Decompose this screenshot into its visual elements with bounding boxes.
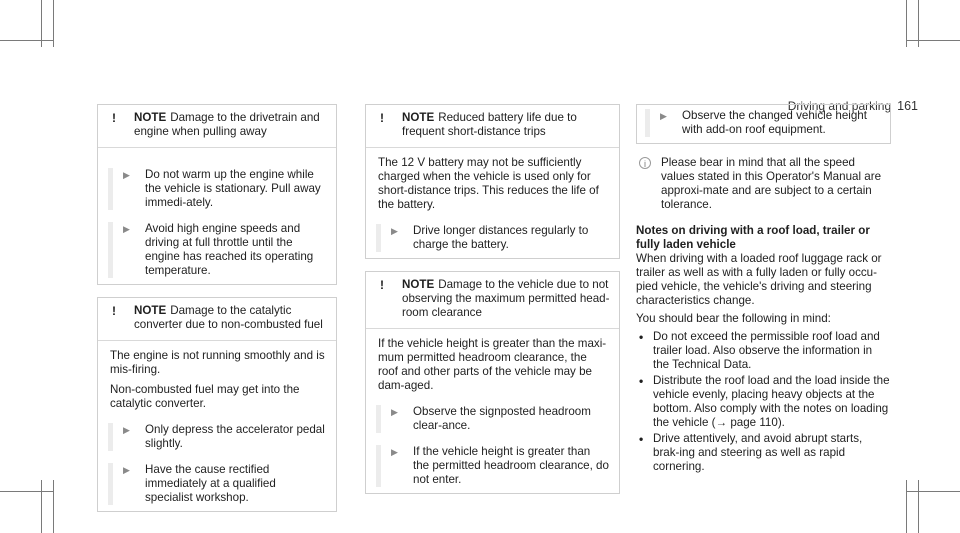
arrow-right-icon: ▶ [391, 226, 398, 236]
action-text: If the vehicle height is greater than the permitted headroom clearance, do not enter. [413, 445, 609, 486]
note-header [366, 272, 619, 329]
warning-icon: ! [380, 278, 384, 292]
crop-mark [41, 480, 42, 533]
info-note [636, 156, 891, 212]
note-body [98, 148, 336, 284]
note-header [366, 105, 619, 148]
note-header [98, 298, 336, 341]
list-item-text: Drive attentively, and avoid abrupt starts, brak-ing and steering as well as rapid cornering. [653, 432, 863, 473]
action-step [108, 423, 326, 451]
action-text: Have the cause rectified immediately at a qualified specialist workshop. [145, 463, 276, 504]
note-paragraph: The 12 V battery may not be sufficiently charged when the vehicle is used only for short-distance trips. This reduces the life of the battery. [378, 156, 599, 211]
list-item [636, 432, 891, 474]
crop-mark [0, 491, 53, 492]
action-text: Avoid high engine speeds and driving at full throttle until the engine has reached its operating temperature. [145, 222, 314, 277]
action-box [636, 104, 891, 144]
section-title: Driving and parking [787, 99, 892, 113]
action-step [108, 463, 326, 505]
note-box [365, 271, 620, 494]
list-item-text: Do not exceed the permissible roof load and trailer load. Also observe the information in the Technical Data. [653, 330, 880, 371]
note-text: Reduced battery life due to frequent short-distance trips [402, 111, 577, 138]
action-step [108, 168, 326, 210]
crop-mark [906, 491, 960, 492]
arrow-right-icon: ▶ [391, 407, 398, 417]
note-body [98, 341, 336, 511]
bullet-icon: • [639, 330, 644, 344]
note-box [97, 104, 337, 285]
section-body [636, 252, 891, 474]
section-heading: Notes on driving with a roof load, trailer or fully laden vehicle [636, 224, 870, 251]
bullet-icon: • [639, 374, 644, 388]
note-paragraph: Non-combusted fuel may get into the catalytic converter. [110, 383, 300, 410]
crop-mark [53, 480, 54, 533]
action-step [376, 445, 609, 487]
action-text: Observe the changed vehicle height with add-on roof equipment. [682, 109, 867, 136]
action-text: Drive longer distances regularly to charge the battery. [413, 224, 589, 251]
list-item-text: Distribute the roof load and the load inside the vehicle evenly, placing heavy objects at the bottom. Also comply with the notes on loading the vehicle (→ page 110). [653, 374, 890, 429]
column-1 [97, 104, 337, 512]
arrow-right-icon: ▶ [123, 170, 130, 180]
column-2 [365, 104, 620, 494]
arrow-right-icon: ▶ [123, 465, 130, 475]
warning-icon: ! [380, 111, 384, 125]
arrow-right-icon: ▶ [391, 447, 398, 457]
crop-mark [906, 40, 960, 41]
arrow-right-icon: ▶ [123, 224, 130, 234]
note-body [366, 148, 619, 258]
warning-icon: ! [112, 111, 116, 125]
list-item [636, 330, 891, 372]
info-icon: i [639, 157, 651, 169]
list-item [636, 374, 891, 430]
note-paragraph: If the vehicle height is greater than the maxi-mum permitted headroom clearance, the roof and other parts of the vehicle may be dam-aged. [378, 337, 607, 392]
action-step [645, 109, 880, 137]
lead-paragraph: You should bear the following in mind: [636, 312, 831, 325]
info-text: Please bear in mind that all the speed values stated in this Operator's Manual are approxi-mate and are subject to a certain tolerance. [661, 156, 882, 211]
action-text: Observe the signposted headroom clear-ance. [413, 405, 591, 432]
note-label: NOTE [402, 278, 435, 291]
warning-icon: ! [112, 304, 116, 318]
bullet-list [636, 330, 891, 474]
crop-mark [918, 480, 919, 533]
crop-mark [53, 0, 54, 47]
column-3 [636, 104, 891, 476]
note-label: NOTE [402, 111, 435, 124]
intro-paragraph: When driving with a loaded roof luggage rack or trailer as well as with a fully laden or fully occu-pied vehicle, the vehicle's driving and steering characteristics change. [636, 252, 882, 307]
action-step [376, 405, 609, 433]
action-step [376, 224, 609, 252]
note-text: Damage to the drivetrain and engine when pulling away [134, 111, 320, 138]
arrow-right-icon: ▶ [660, 111, 667, 121]
note-body [366, 329, 619, 493]
action-text: Only depress the accelerator pedal slightly. [145, 423, 325, 450]
note-paragraph: The engine is not running smoothly and is mis-firing. [110, 349, 325, 376]
note-box [97, 297, 337, 512]
bullet-icon: • [639, 432, 644, 446]
note-box [365, 104, 620, 259]
note-label: NOTE [134, 111, 167, 124]
note-label: NOTE [134, 304, 167, 317]
note-text: Damage to the catalytic converter due to non-combusted fuel [134, 304, 323, 331]
note-header [98, 105, 336, 148]
crop-mark [906, 480, 907, 533]
note-text: Damage to the vehicle due to not observing the maximum permitted head-room clearance [402, 278, 610, 319]
crop-mark [0, 40, 53, 41]
page-number: 161 [897, 99, 918, 113]
action-text: Do not warm up the engine while the vehicle is stationary. Pull away immedi-ately. [145, 168, 321, 209]
arrow-right-icon: ▶ [123, 425, 130, 435]
action-step [108, 222, 326, 278]
